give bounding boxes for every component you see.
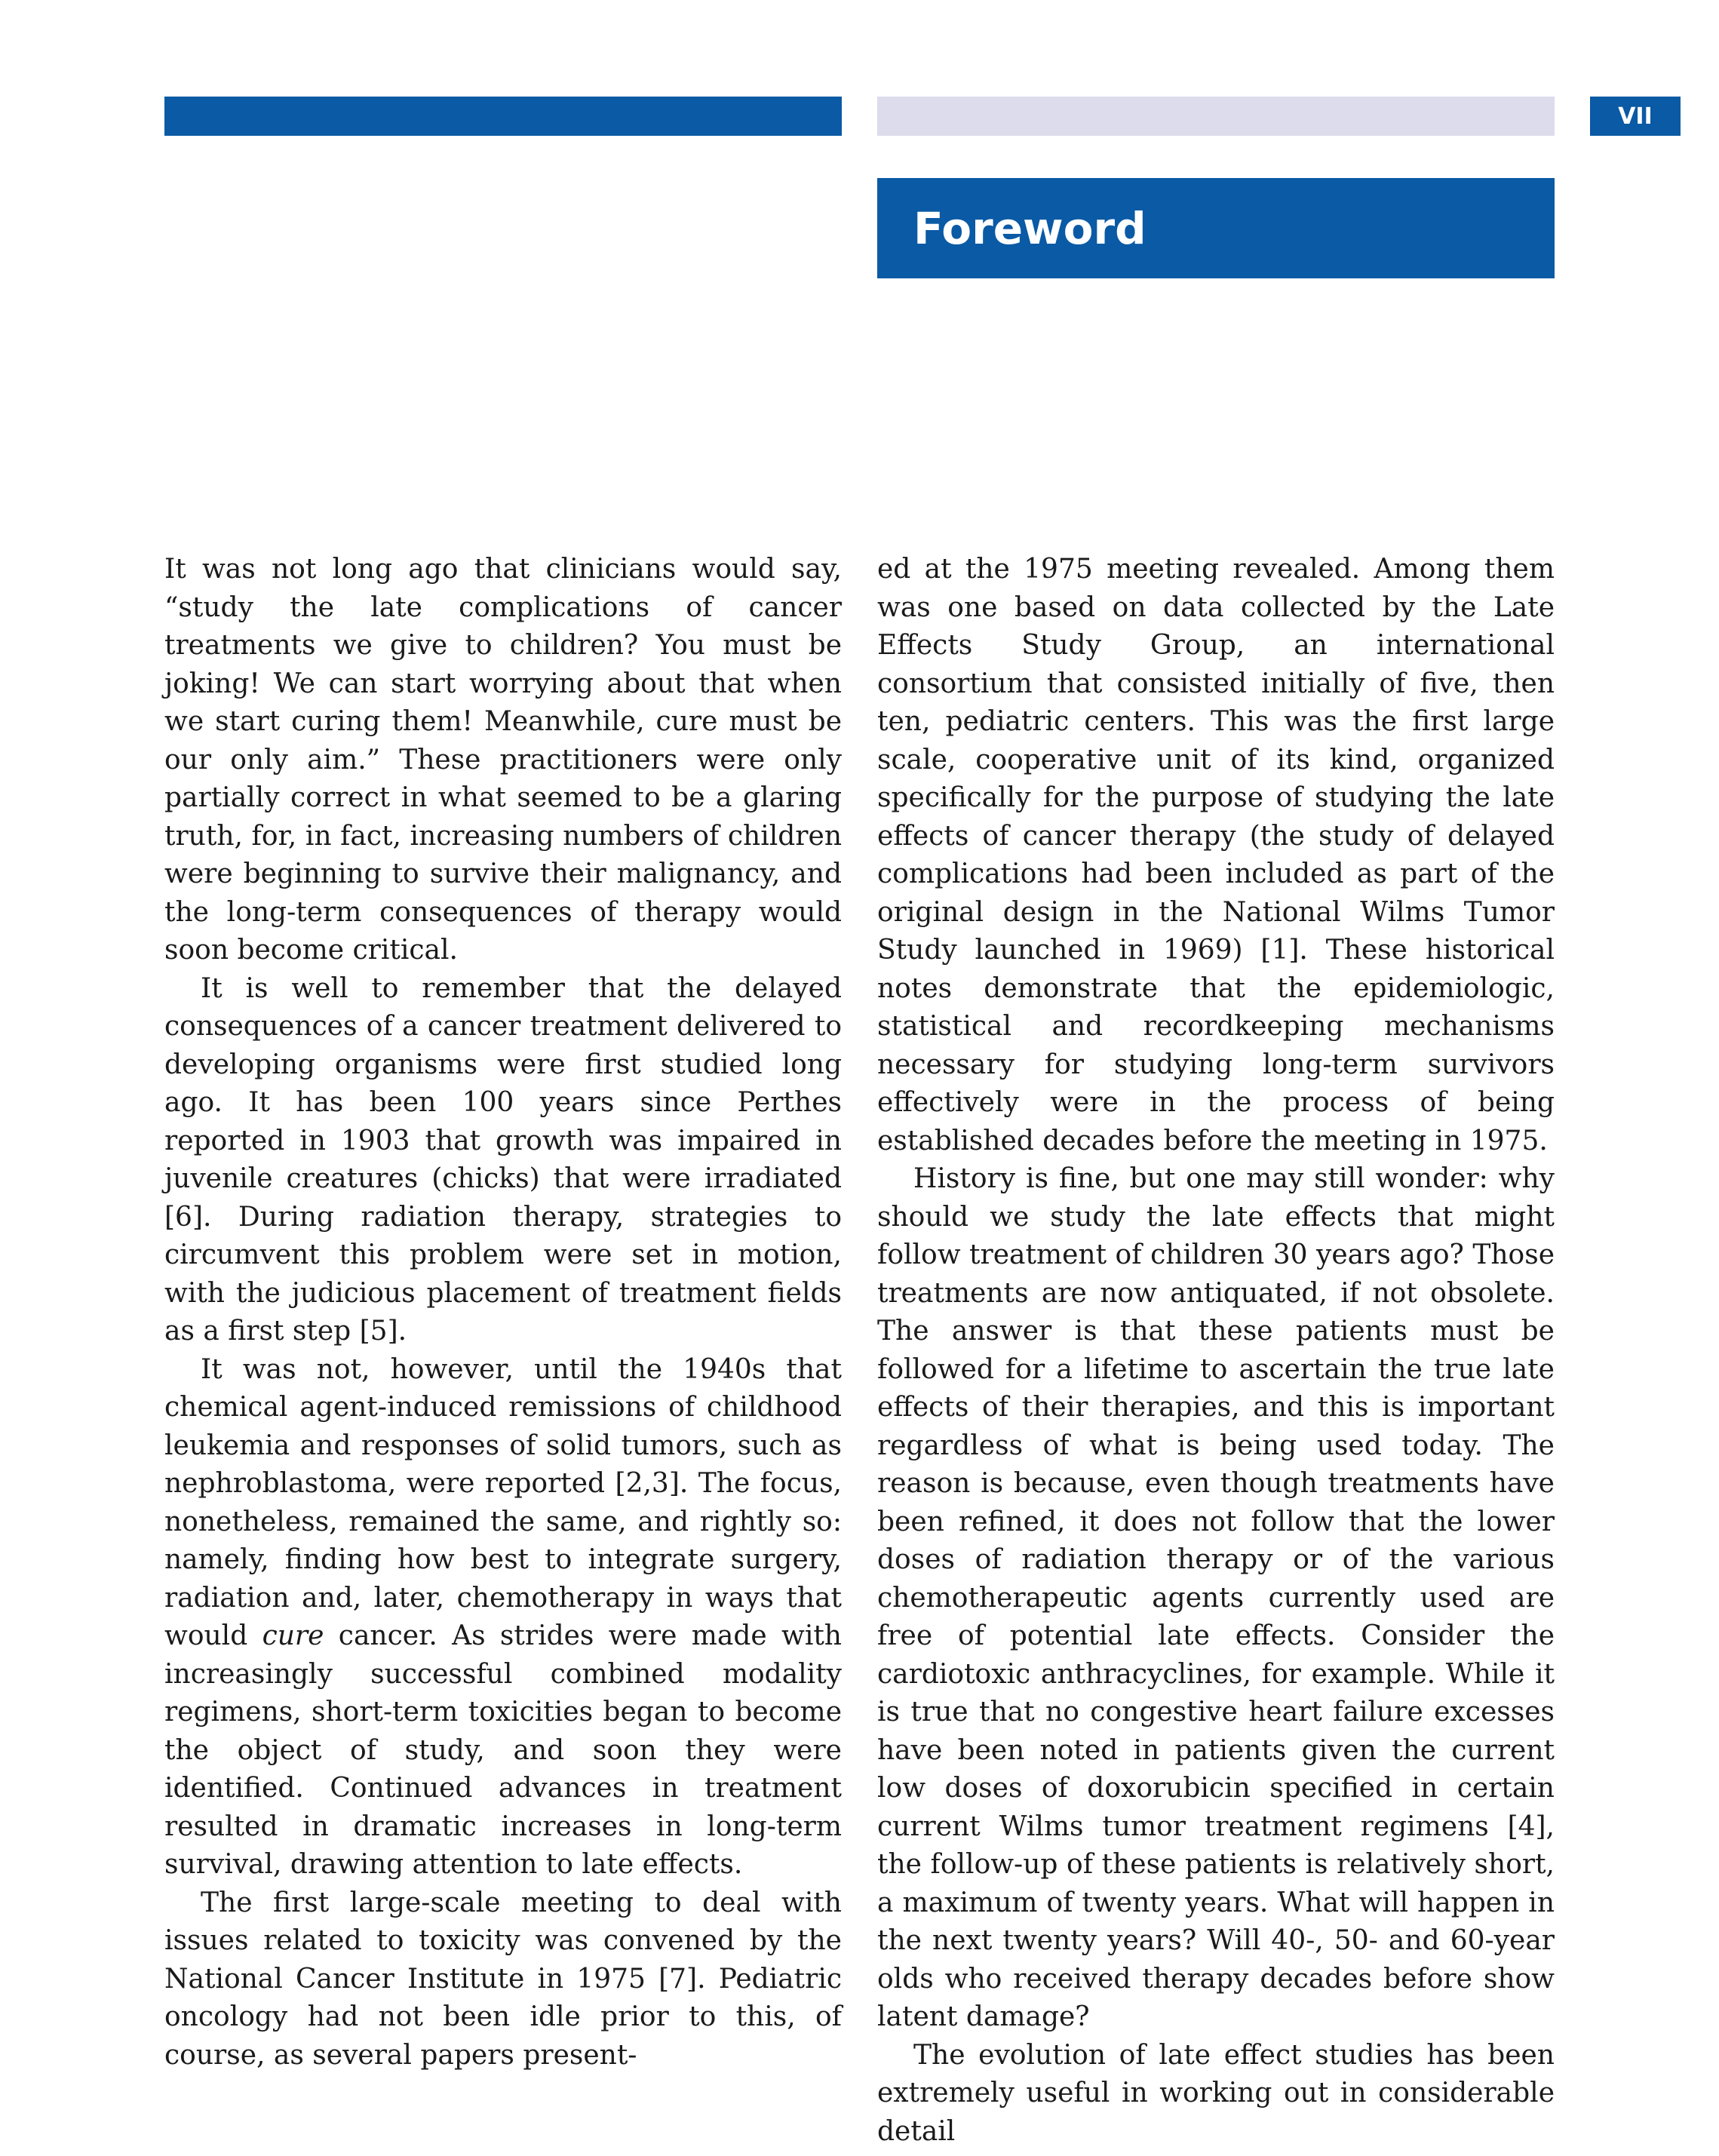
header-bar-right <box>877 97 1555 136</box>
paragraph-text: cancer. As strides were made with increasingly successful combined modality regimens, short-term toxicities began to become the object of study, and soon they were identified. Continued advances in treatment resulted in dramatic increases in long-term survival, drawing attention to late effects. <box>164 1620 842 1880</box>
paragraph: The first large-scale meeting to deal with issues related to toxicity was convened by the National Cancer Institute in 1975 [7]. Pediatric oncology had not been idle prior to this, of course, as several papers present- <box>164 1887 842 2071</box>
left-column <box>164 551 842 2075</box>
emphasis-text: cure <box>262 1620 324 1651</box>
right-column <box>877 551 1555 2151</box>
paragraph: History is fine, but one may still wonder: why should we study the late effects that might follow treatment of children 30 years ago? Those treatments are now antiquated, if not obsolete. The answer is that these patients must be followed for a lifetime to ascertain the true late effects of their therapies, and this is important regardless of what is being used today. The reason is because, even though treatments have been refined, it does not follow that the lower doses of radiation therapy or of the various chemotherapeutic agents currently used are free of potential late effects. Consider the cardiotoxic anthracyclines, for example. While it is true that no congestive heart failure excesses have been noted in patients given the current low doses of doxorubicin specified in certain current Wilms tumor treatment regimens [4], the follow-up of these patients is relatively short, a maximum of twenty years. What will happen in the next twenty years? Will 40-, 50- and 60-year olds who received therapy decades before show latent damage? <box>877 1163 1555 2032</box>
paragraph: The evolution of late effect studies has been extremely useful in working out in considerable detail <box>877 2039 1555 2147</box>
header-bar-left <box>164 97 842 136</box>
paragraph: ed at the 1975 meeting revealed. Among them was one based on data collected by the Late Effects Study Group, an international consortium that consisted initially of five, then ten, pediatric centers. This was the first large scale, cooperative unit of its kind, organized specifically for the purpose of studying the late effects of cancer therapy (the study of delayed complications had been included as part of the original design in the National Wilms Tumor Study launched in 1969) [1]. These historical notes demonstrate that the epidemiologic, statistical and recordkeeping mechanisms necessary for studying long-term survivors effectively were in the process of being established decades before the meeting in 1975. <box>877 554 1555 1156</box>
chapter-title: Foreword <box>913 202 1147 254</box>
page-number: VII <box>1590 97 1681 136</box>
paragraph: It was not long ago that clinicians would say, “study the late complications of cancer treatments we give to children? You must be joking! We can start worrying about that when we start curing them! Meanwhile, cure must be our only aim.” These practitioners were only partially correct in what seemed to be a glaring truth, for, in fact, increasing numbers of children were beginning to survive their malignancy, and the long-term consequences of therapy would soon become critical. <box>164 554 842 966</box>
paragraph: It is well to remember that the delayed consequences of a cancer treatment delivered to developing organisms were first studied long ago. It has been 100 years since Perthes reported in 1903 that growth was impaired in juvenile creatures (chicks) that were irradiated [6]. During radiation therapy, strategies to circumvent this problem were set in motion, with the judicious placement of treatment fields as a first step [5]. <box>164 972 842 1347</box>
chapter-title-box <box>877 178 1555 278</box>
paragraph-text: It was not, however, until the 1940s that chemical agent-induced remissions of childhood leukemia and responses of solid tumors, such as nephroblastoma, were reported [2,3]. The focus, nonetheless, remained the same, and rightly so: namely, finding how best to integrate surgery, radiation and, later, chemotherapy in ways that would <box>164 1353 842 1651</box>
paragraph <box>164 1351 842 1884</box>
